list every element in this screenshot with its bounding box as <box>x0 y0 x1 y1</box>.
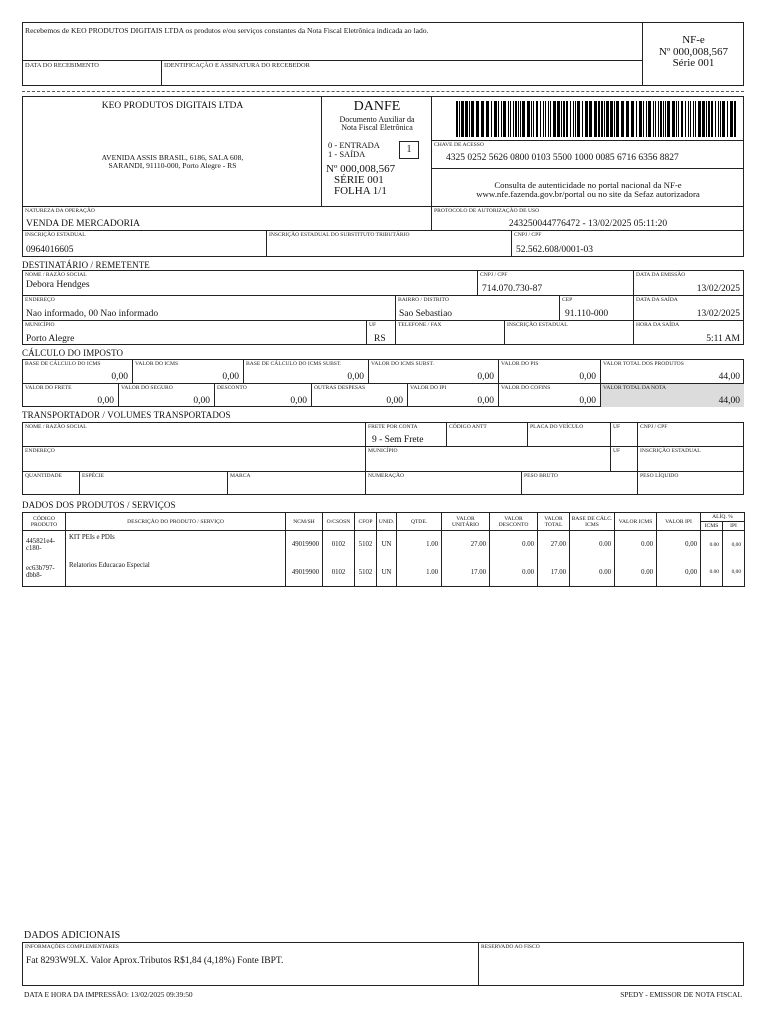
imposto-ipi: 0,00 <box>477 396 494 406</box>
print-timestamp: DATA E HORA DA IMPRESSÃO: 13/02/2025 09:39:50 <box>24 990 193 999</box>
imposto-total-nota-label: VALOR TOTAL DA NOTA <box>603 385 667 391</box>
item-total: 27.00 <box>538 531 570 559</box>
item-codigo: ec63b797-dbb8- <box>23 559 66 587</box>
item-ipi: 0,00 <box>657 531 701 559</box>
canhoto-text-cell <box>23 23 643 61</box>
dest-uf: RS <box>374 334 386 344</box>
natureza-cell <box>23 207 432 231</box>
dest-nome: Debora Hendges <box>26 280 90 290</box>
transp-frete-cell <box>366 423 447 447</box>
imposto-desconto: 0,00 <box>290 396 307 406</box>
imposto-desconto-label: DESCONTO <box>217 385 247 391</box>
item-csosn: 0102 <box>323 559 355 587</box>
chave-value: 4325 0252 5626 0800 0103 5500 1000 0085 6716 6356 8827 <box>446 153 679 163</box>
dest-saida: 13/02/2025 <box>696 309 740 319</box>
ie-label: INSCRIÇÃO ESTADUAL <box>25 232 86 238</box>
canhoto-data-recebimento <box>23 61 162 86</box>
dest-uf-cell <box>367 321 396 345</box>
dest-endereco-label: ENDEREÇO <box>25 297 55 303</box>
item-cfop: 5102 <box>355 559 377 587</box>
transporte-section-title: TRANSPORTADOR / VOLUMES TRANSPORTADOS <box>22 410 231 420</box>
imposto-frete-label: VALOR DO FRETE <box>25 385 72 391</box>
item-descricao: KIT PEIs e PDIs <box>66 531 286 559</box>
imposto-block <box>22 359 744 407</box>
transp-antt-cell <box>447 423 528 447</box>
imposto-pis-label: VALOR DO PIS <box>501 361 539 367</box>
item-icms: 0.00 <box>615 559 657 587</box>
danfe-subtitle-1: Documento Auxiliar da <box>339 115 415 124</box>
imposto-valor-icms-cell <box>133 360 244 384</box>
dest-cep: 91.110-000 <box>565 309 609 319</box>
info-complementares-cell <box>23 943 479 986</box>
imposto-seguro-label: VALOR DO SEGURO <box>121 385 173 391</box>
col-aliquota: ALÍQ. % <box>701 513 745 522</box>
protocolo-label: PROTOCOLO DE AUTORIZAÇÃO DE USO <box>434 208 540 214</box>
dest-hora-label: HORA DA SAÍDA <box>636 322 680 328</box>
dest-emissao-label: DATA DA EMISSÃO <box>636 272 686 278</box>
transporte-block <box>22 422 744 495</box>
transp-antt-label: CÓDIGO ANTT <box>449 424 487 430</box>
dest-saida-cell <box>634 296 744 321</box>
imposto-valor-icms: 0,00 <box>222 372 239 382</box>
protocolo-cell <box>432 207 744 231</box>
imposto-outras-cell <box>312 384 408 407</box>
danfe-title-block <box>322 97 432 207</box>
item-unid: UN <box>377 559 397 587</box>
imposto-base-st-label: BASE DE CÁLCULO DO ICMS SUBST. <box>246 361 342 367</box>
transp-nome-cell <box>23 423 366 447</box>
chave-key-cell <box>432 141 744 169</box>
transp-especie-cell <box>80 472 228 495</box>
destinatario-section-title: DESTINATÁRIO / REMETENTE <box>22 260 150 270</box>
emitente-block <box>23 97 322 207</box>
item-aliq-ipi: 0,00 <box>723 559 745 587</box>
item-ncm: 49019900 <box>286 531 323 559</box>
transp-marca-label: MARCA <box>230 473 251 479</box>
imposto-base-st-cell <box>244 360 369 384</box>
col-unid: UNID. <box>377 513 397 531</box>
canhoto-assinatura-label: IDENTIFICAÇÃO E ASSINATURA DO RECEBEDOR <box>164 62 310 69</box>
danfe-numero: Nº 000,008,567 <box>326 163 396 175</box>
cnpj-cell <box>512 231 744 256</box>
imposto-base-icms: 0,00 <box>111 372 128 382</box>
dest-cpf-cell <box>478 271 634 296</box>
transp-bruto-cell <box>522 472 638 495</box>
col-ncm: NCM/SH <box>286 513 323 531</box>
col-valor-ipi: VALOR IPI <box>657 513 701 531</box>
item-unid: UN <box>377 531 397 559</box>
item-aliq-ipi: 0,00 <box>723 531 745 559</box>
item-base: 0.00 <box>570 531 615 559</box>
transp-placa-label: PLACA DO VEÍCULO <box>530 424 584 430</box>
transp-qtd-label: QUANTIDADE <box>25 473 62 479</box>
dest-endereco-cell <box>23 296 396 321</box>
imposto-pis-cell <box>499 360 601 384</box>
dest-saida-label: DATA DA SAÍDA <box>636 297 678 303</box>
imposto-valor-st: 0,00 <box>477 372 494 382</box>
item-unitario: 17.00 <box>442 559 490 587</box>
col-desconto: VALOR DESCONTO <box>490 513 538 531</box>
emitente-address-1: AVENIDA ASSIS BRASIL, 6186, SALA 608, <box>101 153 244 162</box>
col-base-icms: BASE DE CÁLC. ICMS <box>570 513 615 531</box>
dest-bairro-label: BAIRRO / DISTRITO <box>398 297 449 303</box>
danfe-saida: 1 - SAÍDA <box>328 149 366 159</box>
canhoto-serie: Série 001 <box>672 57 715 69</box>
dest-hora: 5:11 AM <box>706 334 740 344</box>
transp-frete-label: FRETE POR CONTA <box>368 424 418 430</box>
chave-label: CHAVE DE ACESSO <box>434 142 484 148</box>
dest-hora-cell <box>634 321 744 345</box>
chave-consulta-2: www.nfe.fazenda.gov.br/portal ou no site da Sefaz autorizadora <box>476 189 700 199</box>
transp-qtd-cell <box>23 472 80 495</box>
danfe-entrada: 0 - ENTRADA <box>328 140 380 150</box>
canhoto <box>22 22 744 86</box>
dest-cep-cell <box>560 296 634 321</box>
ie-st-cell <box>267 231 512 256</box>
imposto-ipi-cell <box>408 384 499 407</box>
software-name: SPEDY - EMISSOR DE NOTA FISCAL <box>620 990 742 999</box>
col-csosn: O/CSOSN <box>323 513 355 531</box>
dest-nome-label: NOME / RAZÃO SOCIAL <box>25 272 87 278</box>
imposto-pis: 0,00 <box>579 372 596 382</box>
dest-cpf-label: CNPJ / CPF <box>480 272 508 278</box>
col-codigo: CÓDIGO PRODUTO <box>23 513 66 531</box>
products-table <box>22 512 745 587</box>
dest-municipio-label: MUNICÍPIO <box>25 322 55 328</box>
col-valor-icms: VALOR ICMS <box>615 513 657 531</box>
danfe-folha: FOLHA 1/1 <box>334 185 387 197</box>
item-cfop: 5102 <box>355 531 377 559</box>
ie-cell <box>23 231 267 256</box>
dest-nome-cell <box>23 271 478 296</box>
transp-endereco-cell <box>23 447 366 472</box>
transp-municipio-label: MUNICÍPIO <box>368 448 398 454</box>
transp-liquido-cell <box>638 472 744 495</box>
ie-st-label: INSCRIÇÃO ESTADUAL DO SUBSTITUTO TRIBUTÁRIO <box>269 232 410 238</box>
dest-uf-label: UF <box>369 322 377 328</box>
col-total: VALOR TOTAL <box>538 513 570 531</box>
imposto-cofins-cell <box>499 384 601 407</box>
dest-emissao: 13/02/2025 <box>696 284 740 294</box>
imposto-cofins-label: VALOR DO COFINS <box>501 385 551 391</box>
transp-numeracao-cell <box>366 472 522 495</box>
item-unitario: 27.00 <box>442 531 490 559</box>
transp-uf-label: UF <box>613 424 621 430</box>
item-qtde: 1.00 <box>397 531 442 559</box>
canhoto-assinatura <box>162 61 643 86</box>
imposto-outras: 0,00 <box>386 396 403 406</box>
canhoto-numero: Nº 000,008,567 <box>658 45 729 58</box>
item-codigo: 445821e4-c180- <box>23 531 66 559</box>
item-icms: 0.00 <box>615 531 657 559</box>
produtos-section-title: DADOS DOS PRODUTOS / SERVIÇOS <box>22 500 176 510</box>
table-row <box>23 531 745 559</box>
transp-frete: 9 - Sem Frete <box>372 435 424 445</box>
col-cfop: CFOP <box>355 513 377 531</box>
dest-ie-cell <box>505 321 634 345</box>
dest-cep-label: CEP <box>562 297 573 303</box>
dest-fone-cell <box>396 321 505 345</box>
transp-numeracao-label: NUMERAÇÃO <box>368 473 405 479</box>
transp-nome-label: NOME / RAZÃO SOCIAL <box>25 424 87 430</box>
imposto-seguro-cell <box>119 384 215 407</box>
imposto-outras-label: OUTRAS DESPESAS <box>314 385 366 391</box>
imposto-section-title: CÁLCULO DO IMPOSTO <box>22 348 124 358</box>
transp-marca-cell <box>228 472 366 495</box>
imposto-ipi-label: VALOR DO IPI <box>410 385 447 391</box>
danfe-tipo-box: 1 <box>399 141 419 159</box>
dest-emissao-cell <box>634 271 744 296</box>
dest-endereco: Nao informado, 00 Nao informado <box>26 309 159 319</box>
canhoto-text: Recebemos de KEO PRODUTOS DIGITAIS LTDA os produtos e/ou serviços constantes da Nota Fiscal Eletrônica indicada ao lado. <box>25 26 429 35</box>
item-descricao: Relatorios Educacao Especial <box>66 559 286 587</box>
destinatario-block <box>22 270 744 345</box>
imposto-base-st: 0,00 <box>347 372 364 382</box>
danfe-serie: SÉRIE 001 <box>334 174 384 186</box>
dest-fone-label: TELEFONE / FAX <box>398 322 442 328</box>
imposto-total-produtos-label: VALOR TOTAL DOS PRODUTOS <box>603 361 684 367</box>
imposto-seguro: 0,00 <box>193 396 210 406</box>
dest-bairro-cell <box>396 296 560 321</box>
transp-uf-cell <box>611 423 638 447</box>
adicionais-block <box>22 942 744 986</box>
dest-bairro: Sao Sebastiao <box>399 309 453 319</box>
emitente-name: KEO PRODUTOS DIGITAIS LTDA <box>101 101 244 111</box>
danfe-subtitle-2: Nota Fiscal Eletrônica <box>341 123 413 132</box>
col-aliq-icms: ICMS <box>701 522 723 531</box>
item-desconto: 0.00 <box>490 559 538 587</box>
natureza-label: NATUREZA DA OPERAÇÃO <box>25 208 95 214</box>
canhoto-nfe-block <box>644 35 743 70</box>
danfe-title: DANFE <box>353 99 401 114</box>
canhoto-nfe: NF-e <box>682 34 705 46</box>
transp-municipio-cell <box>366 447 611 472</box>
imposto-total-nota: 44,00 <box>718 396 740 406</box>
imposto-cofins: 0,00 <box>579 396 596 406</box>
item-base: 0.00 <box>570 559 615 587</box>
imposto-base-icms-cell <box>23 360 133 384</box>
transp-uf2-cell <box>611 447 638 472</box>
col-unitario: VALOR UNITÁRIO <box>442 513 490 531</box>
reservado-fisco-label: RESERVADO AO FISCO <box>481 944 540 950</box>
reservado-fisco-cell <box>479 943 744 986</box>
chave-consulta-1: Consulta de autenticidade no portal nacional da NF-e <box>494 180 682 190</box>
transp-bruto-label: PESO BRUTO <box>524 473 558 479</box>
info-complementares: Fat 8293W9LX. Valor Aprox.Tributos R$1,84 (4,18%) Fonte IBPT. <box>26 956 284 966</box>
item-ncm: 49019900 <box>286 559 323 587</box>
imposto-desconto-cell <box>215 384 312 407</box>
item-qtde: 1.00 <box>397 559 442 587</box>
canhoto-data-label: DATA DO RECEBIMENTO <box>25 62 99 69</box>
dest-ie-label: INSCRIÇÃO ESTADUAL <box>507 322 568 328</box>
transp-especie-label: ESPÉCIE <box>82 473 105 479</box>
access-key-barcode <box>454 101 738 137</box>
imposto-valor-st-cell <box>369 360 499 384</box>
protocolo-value: 243250044776472 - 13/02/2025 05:11:20 <box>508 219 668 229</box>
info-complementares-label: INFORMAÇÕES COMPLEMENTARES <box>25 944 119 950</box>
col-qtde: QTDE. <box>397 513 442 531</box>
col-aliq-ipi: IPI <box>723 522 745 531</box>
transp-ie-cell <box>638 447 744 472</box>
canhoto-separator <box>22 91 744 92</box>
imposto-total-produtos-cell <box>601 360 744 384</box>
item-aliq-icms: 0.00 <box>701 559 723 587</box>
cnpj-label: CNPJ / CPF <box>514 232 542 238</box>
imposto-valor-icms-label: VALOR DO ICMS <box>135 361 179 367</box>
adicionais-section-title: DADOS ADICIONAIS <box>24 930 121 941</box>
item-csosn: 0102 <box>323 531 355 559</box>
col-descricao: DESCRIÇÃO DO PRODUTO / SERVIÇO <box>66 513 286 531</box>
item-aliq-icms: 0.00 <box>701 531 723 559</box>
imposto-frete: 0,00 <box>97 396 114 406</box>
cnpj-value: 52.562.608/0001-03 <box>516 245 594 255</box>
transp-cnpj-cell <box>638 423 744 447</box>
transp-endereco-label: ENDEREÇO <box>25 448 55 454</box>
ie-value: 0964016605 <box>26 245 74 255</box>
item-ipi: 0,00 <box>657 559 701 587</box>
imposto-valor-st-label: VALOR DO ICMS SUBST. <box>371 361 434 367</box>
transp-uf2-label: UF <box>613 448 621 454</box>
table-row <box>23 559 745 587</box>
imposto-total-nota-cell <box>601 384 744 407</box>
item-total: 17.00 <box>538 559 570 587</box>
emitente-address-2: SARANDI, 91110-000, Porto Alegre - RS <box>108 161 237 170</box>
dest-municipio-cell <box>23 321 367 345</box>
transp-liquido-label: PESO LÍQUIDO <box>640 473 679 479</box>
imposto-base-icms-label: BASE DE CÁLCULO DO ICMS <box>25 361 101 367</box>
imposto-frete-cell <box>23 384 119 407</box>
transp-cnpj-label: CNPJ / CPF <box>640 424 668 430</box>
item-desconto: 0.00 <box>490 531 538 559</box>
dest-municipio: Porto Alegre <box>26 334 75 344</box>
natureza-value: VENDA DE MERCADORIA <box>26 219 140 229</box>
transp-ie-label: INSCRIÇÃO ESTADUAL <box>640 448 701 454</box>
transp-placa-cell <box>528 423 611 447</box>
dest-cpf: 714.070.730-87 <box>482 284 543 294</box>
imposto-total-produtos: 44,00 <box>718 372 740 382</box>
natureza-block <box>22 207 744 257</box>
